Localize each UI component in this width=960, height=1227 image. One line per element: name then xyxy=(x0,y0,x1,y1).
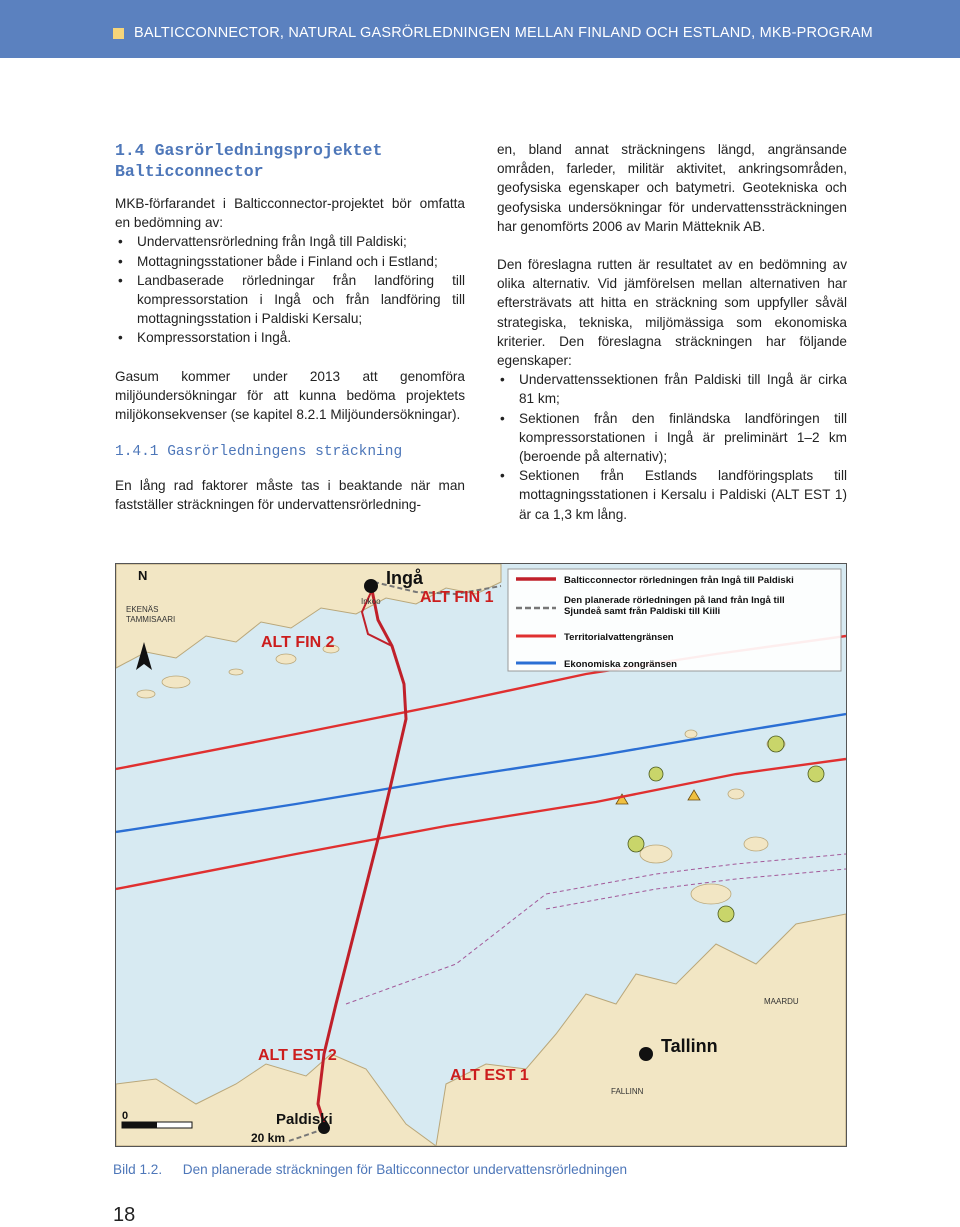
right-column xyxy=(497,140,847,524)
list-item: • Kompressorstation i Ingå. xyxy=(115,328,465,347)
legend-territorial-label: Territorialvattengränsen xyxy=(564,632,674,643)
inkoo-label: Inkoo xyxy=(361,597,381,606)
list-item: • Mottagningsstationer både i Finland och i Estland; xyxy=(115,252,465,271)
alt-est-2-label: ALT EST 2 xyxy=(258,1047,337,1064)
factors-paragraph: en, bland annat sträckningens längd, angränsande områden, farleder, militär aktivitet, ankringsområden, geofysiska egenskaper och batymetri. Geotekniska och geofysiska undersökningar för undervattenssträckningen har genomförts 2006 av Marin Mätteknik AB. xyxy=(497,142,847,234)
subsection-heading: 1.4.1 Gasrörledningens sträckning xyxy=(115,444,403,461)
legend-land-label-line2: Sjundeå samt från Paldiski till Kiili xyxy=(564,606,721,617)
scale-km-label: 20 km xyxy=(251,1131,286,1145)
list-item: • Sektionen från Estlands landföringsplats till mottagningsstationen i Kersalu i Paldiski (ALT EST 1) är ca 1,3 km lång. xyxy=(497,466,847,524)
list-item: • Undervattenssektionen från Paldiski till Ingå är cirka 81 km; xyxy=(497,370,847,408)
alt-fin-2-label: ALT FIN 2 xyxy=(261,634,335,651)
alt-est-1-label: ALT EST 1 xyxy=(450,1067,529,1084)
route-map xyxy=(115,563,847,1147)
route-paragraph: En lång rad faktorer måste tas i beaktande när man fastställer sträckningen för undervattensrörledning- xyxy=(115,478,465,513)
fallinn-label: FALLINN xyxy=(611,1087,644,1096)
properties-list xyxy=(497,370,847,524)
legend-route-label: Balticconnector rörledningen från Ingå till Paldiski xyxy=(564,575,794,586)
tammisaari-label: TAMMISAARI xyxy=(126,615,176,624)
list-item: • Undervattensrörledning från Ingå till Paldiski; xyxy=(115,232,465,251)
north-label: N xyxy=(138,568,148,583)
inga-label: Ingå xyxy=(386,568,424,588)
legend-eez-label: Ekonomiska zongränsen xyxy=(564,659,678,670)
alt-fin-1-label: ALT FIN 1 xyxy=(420,589,494,606)
running-header: BALTICCONNECTOR, NATURAL GASRÖRLEDNINGEN MELLAN FINLAND OCH ESTLAND, MKB-PROGRAM xyxy=(134,25,873,41)
maardu-label: MAARDU xyxy=(764,997,799,1006)
figure-caption-text: Den planerade sträckningen för Balticconnector undervattensrörledningen xyxy=(182,1162,628,1177)
list-item: • Landbaserade rörledningar från landföring till kompressorstation i Ingå och från landföring till mottagningsstation i Paldiski Kersalu; xyxy=(115,271,465,329)
left-column xyxy=(115,140,465,515)
intro-paragraph: MKB-förfarandet i Balticconnector-projektet bör omfatta en bedömning av: xyxy=(115,196,465,231)
proposal-paragraph: Den föreslagna rutten är resultatet av en bedömning av olika alternativ. Vid jämförelsen mellan alternativen har eftersträvats att hitta en sträckning som uppfyller såväl strategiska, tekniska, miljömässiga som ekonomiska kriterier. Den föreslagna sträckningen har följande egenskaper: xyxy=(497,257,847,369)
figure-number: Bild 1.2. xyxy=(113,1162,163,1177)
header-square-icon xyxy=(113,28,124,39)
paldiski-label: Paldiski xyxy=(276,1111,333,1128)
assessment-list xyxy=(115,232,465,347)
tallinn-label: Tallinn xyxy=(661,1036,718,1056)
section-heading: 1.4 Gasrörledningsprojektet Balticconnector xyxy=(115,141,383,181)
ekenas-label: EKENÄS xyxy=(126,605,159,614)
list-item: • Sektionen från den finländska landföringen till kompressorstationen i Ingå är preliminärt 1–2 km (beroende på alternativ); xyxy=(497,409,847,467)
legend-land-label-line1: Den planerade rörledningen på land från Ingå till xyxy=(564,595,785,606)
survey-paragraph: Gasum kommer under 2013 att genomföra miljöundersökningar för att kunna bedöma projektets miljökonsekvenser (se kapitel 8.2.1 Miljöundersökningar). xyxy=(115,368,465,423)
figure-caption xyxy=(113,1162,627,1177)
page-number: 18 xyxy=(113,1204,136,1226)
scale-zero-label: 0 xyxy=(122,1110,129,1122)
